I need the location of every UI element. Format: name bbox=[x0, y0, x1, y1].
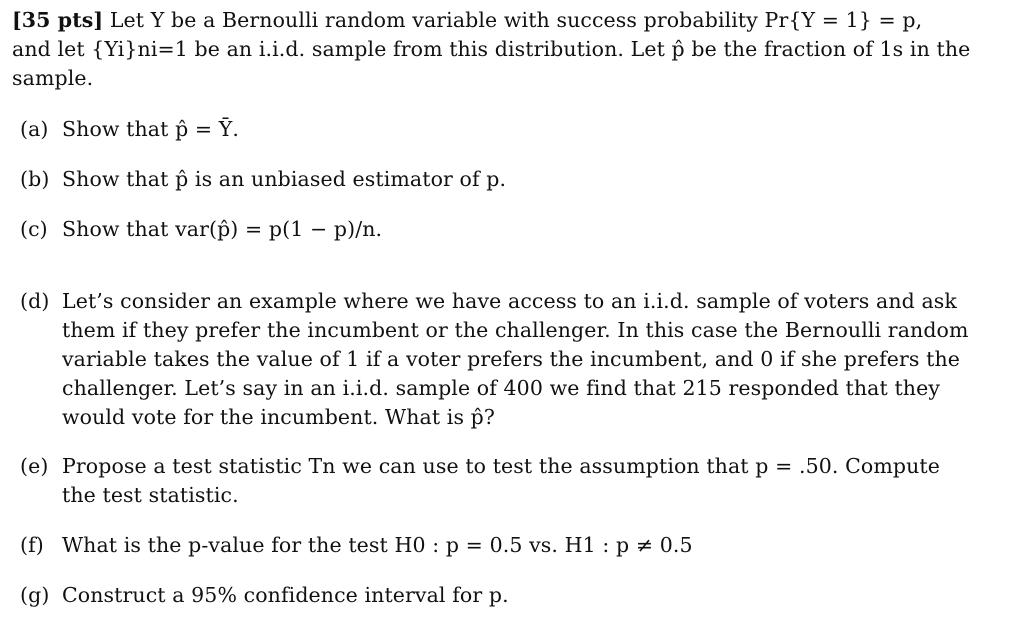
part-label: (b) bbox=[20, 167, 50, 191]
part-label: (g) bbox=[20, 583, 50, 607]
part-line: Show that p̂ = Ȳ. bbox=[62, 117, 240, 141]
part-label: (a) bbox=[20, 117, 49, 141]
part-line: What is the p-value for the test H0 : p = 0.5 vs. H1 : p ≠ 0.5 bbox=[62, 533, 693, 557]
part-line: them if they prefer the incumbent or the challenger. In this case the Bernoulli random bbox=[62, 318, 969, 342]
part-line: Show that var(p̂) = p(1 − p)/n. bbox=[62, 217, 383, 241]
part-line: the test statistic. bbox=[62, 483, 239, 507]
part-line: would vote for the incumbent. What is p̂? bbox=[62, 405, 495, 429]
points-label: [35 pts] bbox=[12, 8, 104, 32]
part-line: Show that p̂ is an unbiased estimator of p. bbox=[62, 167, 507, 191]
part-body bbox=[62, 165, 964, 194]
part-label: (c) bbox=[20, 217, 48, 241]
part-line: Let’s consider an example where we have access to an i.i.d. sample of voters and ask bbox=[62, 289, 957, 313]
part-label: (f) bbox=[20, 533, 44, 557]
intro-line-1-text: Let Y be a Bernoulli random variable with success probability Pr{Y = 1} = p, bbox=[109, 8, 923, 32]
part-body bbox=[62, 452, 964, 510]
problem-intro bbox=[12, 6, 971, 93]
part-body bbox=[62, 531, 964, 560]
part-body bbox=[62, 215, 964, 244]
part-line: challenger. Let’s say in an i.i.d. sample of 400 we find that 215 responded that they bbox=[62, 376, 941, 400]
part-body bbox=[62, 287, 969, 432]
part-body bbox=[62, 115, 964, 144]
part-line: variable takes the value of 1 if a voter prefers the incumbent, and 0 if she prefers the bbox=[62, 347, 961, 371]
part-label: (d) bbox=[20, 289, 50, 313]
intro-line-1 bbox=[12, 6, 967, 35]
intro-line-3: sample. bbox=[12, 66, 94, 90]
part-label: (e) bbox=[20, 454, 49, 478]
part-body bbox=[62, 581, 964, 610]
part-line: Propose a test statistic Tn we can use to test the assumption that p = .50. Compute bbox=[62, 454, 940, 478]
part-line: Construct a 95% confidence interval for p. bbox=[62, 583, 509, 607]
intro-line-2: and let {Yi}ni=1 be an i.i.d. sample from this distribution. Let p̂ be the fraction of 1s in the bbox=[12, 37, 971, 61]
